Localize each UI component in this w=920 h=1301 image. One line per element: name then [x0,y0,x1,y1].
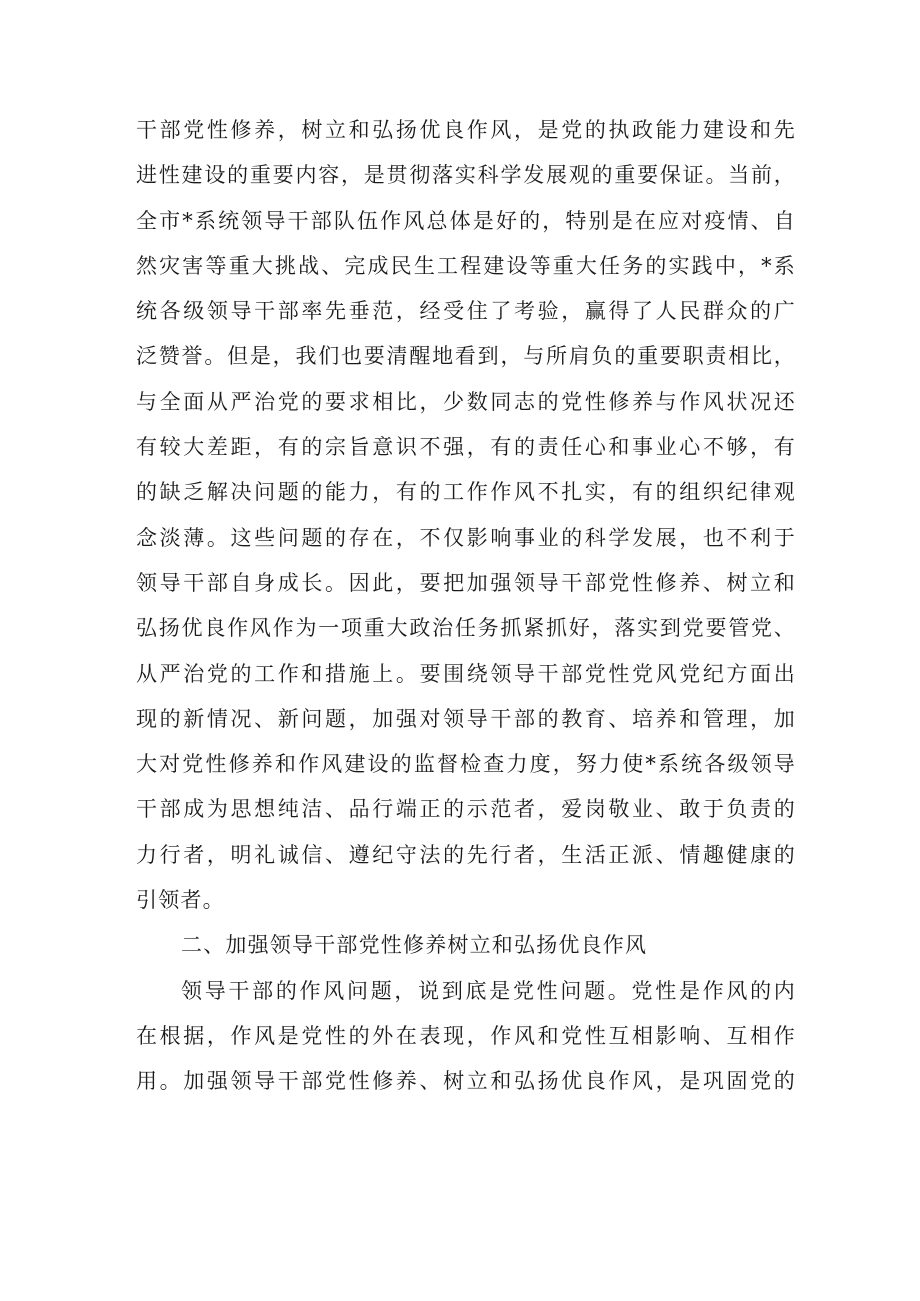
paragraph-2 [136,969,796,1105]
text-line: 泛赞誉。但是，我们也要清醒地看到，与所肩负的重要职责相比， [136,344,796,369]
text-line: 在根据，作风是党性的外在表现，作风和党性互相影响、互相作 [136,1023,796,1048]
text-line: 然灾害等重大挑战、完成民生工程建设等重大任务的实践中，*系 [136,253,796,278]
text-line: 干部党性修养，树立和弘扬优良作风，是党的执政能力建设和先 [136,118,796,142]
text-line: 的缺乏解决问题的能力，有的工作作风不扎实，有的组织纪律观 [136,480,796,505]
text-line: 进性建设的重要内容，是贯彻落实科学发展观的重要保证。当前， [136,163,796,188]
text-line: 大对党性修养和作风建设的监督检查力度，努力使*系统各级领导 [136,752,796,777]
text-line: 现的新情况、新问题，加强对领导干部的教育、培养和管理，加 [136,706,796,731]
text-line: 干部成为思想纯洁、品行端正的示范者，爱岗敬业、敢于负责的 [136,797,796,822]
text-line: 从严治党的工作和措施上。要围绕领导干部党性党风党纪方面出 [136,661,796,686]
text-line: 全市*系统领导干部队伍作风总体是好的，特别是在应对疫情、自 [136,208,796,233]
text-line: 用。加强领导干部党性修养、树立和弘扬优良作风，是巩固党的 [136,1069,796,1094]
text-line: 与全面从严治党的要求相比，少数同志的党性修养与作风状况还 [136,389,796,414]
paragraph-1 [136,108,796,923]
text-line: 力行者，明礼诚信、遵纪守法的先行者，生活正派、情趣健康的 [136,842,796,867]
text-line: 统各级领导干部率先垂范，经受住了考验，赢得了人民群众的广 [136,299,796,324]
text-line: 领导干部自身成长。因此，要把加强领导干部党性修养、树立和 [136,570,796,595]
text-line: 有较大差距，有的宗旨意识不强，有的责任心和事业心不够，有 [136,435,796,460]
text-line: 引领者。 [136,888,225,913]
text-line: 弘扬优良作风作为一项重大政治任务抓紧抓好，落实到党要管党、 [136,616,796,641]
section-heading: 二、加强领导干部党性修养树立和弘扬优良作风 [181,933,648,958]
document-body [136,108,796,1105]
text-line: 领导干部的作风问题，说到底是党性问题。党性是作风的内 [181,978,796,1003]
text-line: 念淡薄。这些问题的存在，不仅影响事业的科学发展，也不利于 [136,525,796,550]
